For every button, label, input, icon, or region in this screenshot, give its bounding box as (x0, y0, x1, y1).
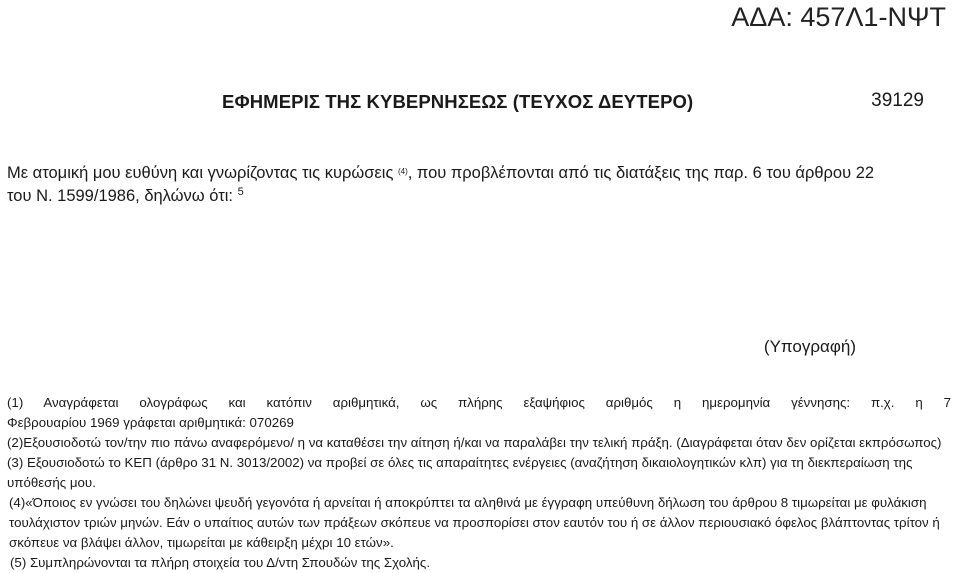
declaration-text (7, 163, 897, 208)
gazette-header-title: ΕΦΗΜΕΡΙΣ ΤΗΣ ΚΥΒΕΡΝΗΣΕΩΣ (ΤΕΥΧΟΣ ΔΕΥΤΕΡΟ) (222, 91, 694, 112)
footnotes (7, 393, 951, 573)
signature-label: (Υπογραφή) (763, 337, 856, 356)
page-number: 39129 (871, 90, 924, 111)
footnote-1-line2: Φεβρουαρίου 1969 γράφεται αριθμητικά: 070269 (7, 415, 294, 430)
declaration-part1: Με ατομική μου ευθύνη και γνωρίζοντας τις κυρώσεις (7, 164, 398, 182)
footnote-4: (4)«Όποιος εν γνώσει του δηλώνει ψευδή γεγονότα ή αρνείται ή αποκρύπτει τα αληθινά με έγγραφη υπεύθυνη δήλωση του άρθρου 8 τιμωρείται με φυλάκιση τουλάχιστον τριών μηνών. Εάν ο υπαίτιος αυτών των πράξεων σκόπευε να προσπορίσει στον εαυτόν του ή σε άλλον περιουσιακό όφελος βλάπτοντας τρίτον ή σκόπευε να βλάψει άλλον, τιμωρείται με κάθειρξη μέχρι 10 ετών». (9, 495, 940, 550)
footnote-ref-4: (4) (397, 167, 408, 176)
footnote-5: (5) Συμπληρώνονται τα πλήρη στοιχεία του Δ/ντη Σπουδών της Σχολής. (10, 555, 431, 570)
declaration-part2: , που προβλέπονται από τις διατάξεις της παρ. 6 του άρθρου 22 του Ν. 1599/1986, δηλώνω ότι: (7, 164, 875, 205)
footnote-ref-5: 5 (237, 186, 244, 198)
footnote-1-line1: (1) Αναγράφεται ολογράφως και κατόπιν αριθμητικά, ως πλήρης εξαψήφιος αριθμός η ημερομηνία γέννησης: π.χ. η 7 (7, 395, 951, 410)
ada-code: ΑΔΑ: 457Λ1-ΝΨΤ (731, 2, 946, 32)
footnote-3: (3) Εξουσιοδοτώ το ΚΕΠ (άρθρο 31 Ν. 3013/2002) να προβεί σε όλες τις απαραίτητες ενέργειες (αναζήτηση δικαιολογητικών κλπ) για τη διεκπεραίωση της υπόθεσής μου. (7, 455, 913, 490)
footnote-2: (2)Εξουσιοδοτώ τον/την πιο πάνω αναφερόμενο/ η να καταθέσει την αίτηση ή/και να παραλάβει την τελική πράξη. (Διαγράφεται όταν δεν ορίζεται εκπρόσωπος) (7, 435, 942, 450)
